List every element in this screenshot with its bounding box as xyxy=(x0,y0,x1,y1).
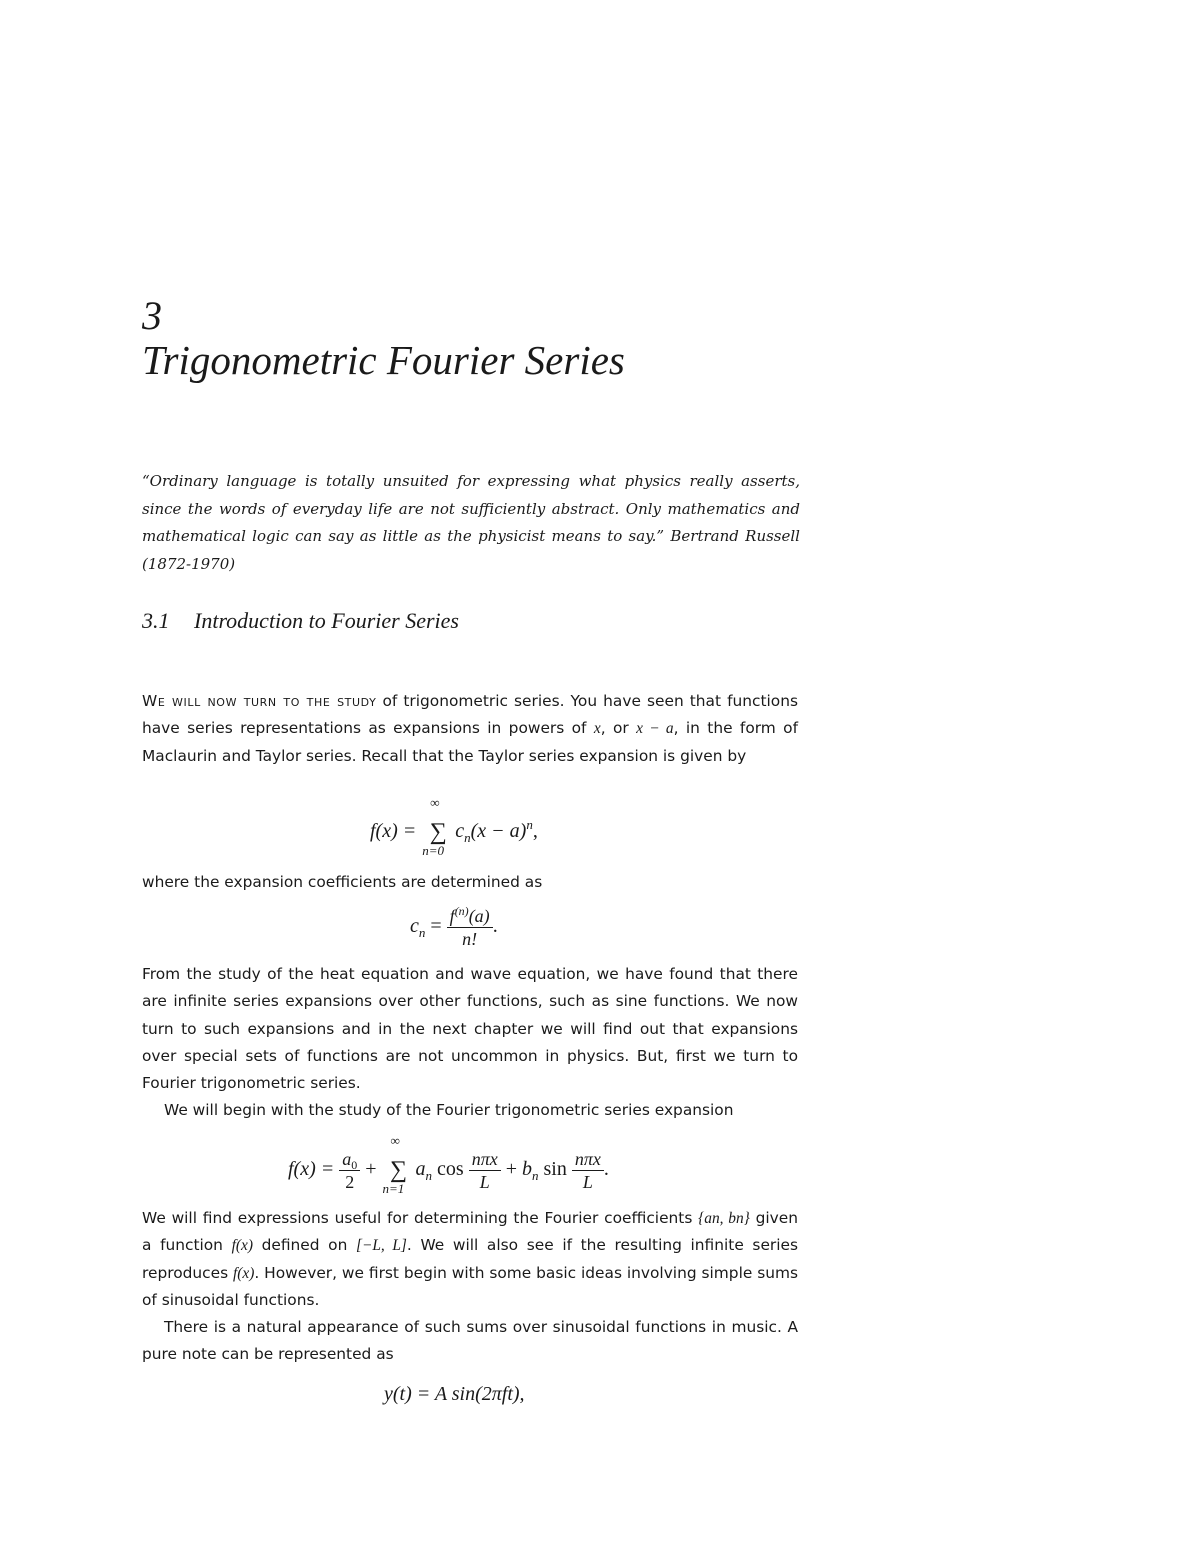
equation-function: cos xyxy=(432,1158,469,1181)
paragraph-text: , in the form of Maclaurin and Taylor series. Recall that the Taylor series expansion is given by xyxy=(142,719,798,765)
math-inline: x xyxy=(593,720,601,738)
fraction-numerator: f xyxy=(449,906,455,926)
math-inline: [−L, L] xyxy=(355,1237,407,1255)
paragraph-music: There is a natural appearance of such sums over sinusoidal functions in music. A pure note can be represented as xyxy=(142,1318,798,1364)
summation-symbol: ∑ xyxy=(429,819,447,845)
fraction-cos-arg xyxy=(469,1150,501,1191)
fraction-numerator: nπx xyxy=(572,1150,604,1171)
fraction-a0 xyxy=(339,1150,360,1191)
equation-lhs: f(x) = xyxy=(288,1158,340,1181)
fraction-denominator: L xyxy=(479,1172,490,1192)
paragraph-text: . However, we first begin with some basic ideas involving simple sums of sinusoidal functions. xyxy=(142,1263,799,1309)
fraction-numerator: nπx xyxy=(469,1150,501,1171)
sum-upper-limit: ∞ xyxy=(390,1133,400,1149)
epigraph xyxy=(142,468,800,578)
paragraph-coefficients-intro: where the expansion coefficients are determined as xyxy=(142,873,543,891)
equation-equals: = xyxy=(425,915,447,938)
section-number: 3.1 xyxy=(142,608,170,633)
sum-lower-limit: n=0 xyxy=(422,843,445,858)
fraction-numerator: a xyxy=(342,1149,352,1169)
paragraph-text: given a function xyxy=(142,1209,798,1255)
equation-taylor xyxy=(370,795,538,858)
epigraph-quote: “Ordinary language is totally unsuited for expressing what physics really asserts, since the words of everyday life are not sufficiently abstract. Only mathematics and mathematical logic can say as little as the physicist means to say.” xyxy=(142,472,800,545)
chapter-title: Trigonometric Fourier Series xyxy=(142,337,625,383)
equation-term: c xyxy=(455,820,465,842)
sum-upper-limit: ∞ xyxy=(430,795,440,810)
paragraph-coefficients xyxy=(142,1205,798,1314)
equation-pure-note: y(t) = A sin(2πft), xyxy=(384,1383,525,1405)
equation-subscript: n xyxy=(532,1168,539,1184)
equation-function: sin xyxy=(538,1158,572,1181)
equation-punct: , xyxy=(532,820,538,842)
paragraph-text: defined on xyxy=(252,1236,356,1255)
equation-lhs: f(x) = xyxy=(370,820,422,842)
paragraph-begin: We will begin with the study of the Fourier trigonometric series expansion xyxy=(164,1101,734,1119)
equation-subscript: n xyxy=(425,1168,433,1184)
fraction-denominator: 2 xyxy=(345,1172,355,1192)
fraction-denominator: L xyxy=(582,1172,593,1192)
fraction xyxy=(447,904,493,949)
equation-superscript: n xyxy=(526,817,533,832)
math-inline: {an, bn} xyxy=(698,1210,750,1227)
fraction-numerator: (a) xyxy=(468,906,490,926)
equation-coefficients xyxy=(410,904,498,949)
equation-term: (x − a) xyxy=(470,820,527,842)
paragraph-text: We will find expressions useful for determining the Fourier coefficients xyxy=(142,1209,699,1227)
equation-punct: . xyxy=(603,1158,609,1181)
chapter-number: 3 xyxy=(142,293,162,338)
section-heading xyxy=(142,608,459,634)
epigraph-attribution: Bertrand Russell (1872-1970) xyxy=(142,527,800,573)
equation-term: b xyxy=(522,1158,532,1181)
sum-lower-limit: n=1 xyxy=(382,1181,405,1197)
paragraph-text: , or xyxy=(600,719,637,738)
equation-subscript: 0 xyxy=(351,1158,358,1172)
math-inline: f(x) xyxy=(233,1264,255,1282)
equation-operator: + xyxy=(500,1158,522,1181)
math-inline: x − a xyxy=(636,720,674,738)
equation-lhs: c xyxy=(410,915,419,938)
fraction-sin-arg xyxy=(572,1150,604,1191)
paragraph-intro xyxy=(142,688,798,770)
equation-subscript: n xyxy=(418,925,426,941)
paragraph-heat-wave: From the study of the heat equation and wave equation, we have found that there are infinite series expansions over other functions, such as sine functions. We now turn to such expansions and in the next chapter we will find out that expansions over special sets of functions are not uncommon in physics. But, first we turn to Fourier trigonometric series. xyxy=(142,965,798,1093)
paragraph-text: of trigonometric series. You have seen that functions have series representations as expansions in powers of xyxy=(142,692,798,738)
lead-in-smallcaps: We will now turn to the study xyxy=(142,692,377,710)
paragraph-text: . We will also see if the resulting infinite series reproduces xyxy=(142,1236,799,1282)
equation-fourier xyxy=(288,1133,609,1197)
summation-symbol: ∑ xyxy=(389,1157,408,1184)
math-inline: f(x) xyxy=(231,1237,253,1255)
equation-superscript: (n) xyxy=(454,904,469,918)
equation-operator: + xyxy=(360,1158,382,1181)
equation-subscript: n xyxy=(464,830,471,845)
equation-term: a xyxy=(415,1158,426,1181)
section-title: Introduction to Fourier Series xyxy=(194,608,459,633)
fraction-denominator: n! xyxy=(462,929,478,949)
equation-punct: . xyxy=(492,915,498,938)
